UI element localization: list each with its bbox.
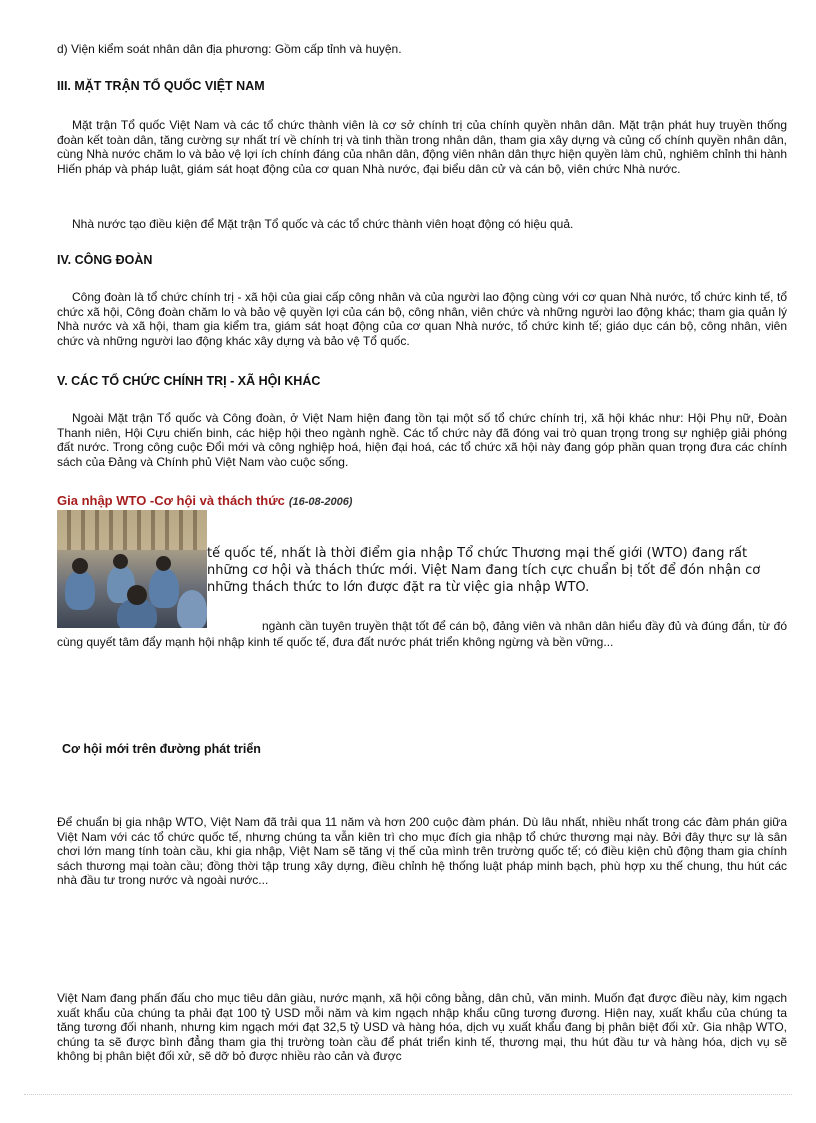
section-3-paragraph-1: Mặt trận Tổ quốc Việt Nam và các tổ chức thành viên là cơ sở chính trị của chính quyền nhân dân. Mặt trận phát huy truyền thống đoàn kết toàn dân, tăng cường sự nhất trí về chính trị và tinh thần trong nhân dân, tham gia xây dựng và củng cố chính quyền nhân dân, cùng Nhà nước chăm lo và bảo vệ lợi ích chính đáng của nhân dân, động viên nhân dân thực hiện quyền làm chủ, nghiêm chỉnh thi hành Hiến pháp và pháp luật, giám sát hoạt động của cơ quan Nhà nước, đại biểu dân cử và cán bộ, viên chức Nhà nước. xyxy=(57,118,787,176)
wto-intro-line: những cơ hội và thách thức mới. Việt Nam đang tích cực chuẩn bị tốt để đón nhận cơ xyxy=(207,563,761,578)
wto-intro-line: tế quốc tế, nhất là thời điểm gia nhập Tổ chức Thương mại thế giới (WTO) đang rất xyxy=(207,546,748,561)
wto-continuation-text: ngành cần tuyên truyền thật tốt để cán bộ, đảng viên và nhân dân hiểu đầy đủ và đúng đắn, từ đó cùng quyết tâm đẩy mạnh hội nhập kinh tế quốc tế, đưa đất nước phát triển không ngừng và bền vững... xyxy=(57,619,787,649)
sub-heading: Cơ hội mới trên đường phát triển xyxy=(62,742,261,756)
wto-intro-line: những thách thức to lớn được đặt ra từ việc gia nhập WTO. xyxy=(207,580,590,595)
wto-article-title[interactable] xyxy=(57,493,352,508)
section-3-paragraph-2: Nhà nước tạo điều kiện để Mặt trận Tổ quốc và các tổ chức thành viên hoạt động có hiệu quả. xyxy=(72,217,574,231)
wto-intro xyxy=(207,545,792,596)
item-d-text: d) Viện kiểm soát nhân dân địa phương: Gồm cấp tỉnh và huyện. xyxy=(57,42,402,56)
section-4-heading: IV. CÔNG ĐOÀN xyxy=(57,253,153,267)
workers-photo xyxy=(57,510,207,628)
section-5-paragraph-1: Ngoài Mặt trận Tổ quốc và Công đoàn, ở Việt Nam hiện đang tồn tại một số tổ chức chính trị, xã hội khác như: Hội Phụ nữ, Đoàn Thanh niên, Hội Cựu chiến binh, các hiệp hội theo ngành nghề. Các tổ chức này đã đóng vai trò quan trọng trong sự nghiệp giải phóng đất nước. Trong công cuộc Đổi mới và công nghiệp hoá, hiện đại hoá, các tổ chức xã hội này đang góp phần quan trọng đưa các chính sách của Đảng và Chính phủ Việt Nam vào cuộc sống. xyxy=(57,411,787,469)
section-3-heading: III. MẶT TRẬN TỔ QUỐC VIỆT NAM xyxy=(57,79,265,93)
section-5-heading: V. CÁC TỔ CHỨC CHÍNH TRỊ - XÃ HỘI KHÁC xyxy=(57,374,321,388)
wto-continuation xyxy=(57,618,787,650)
wto-date: (16-08-2006) xyxy=(288,496,353,508)
page-bottom-rule xyxy=(24,1094,792,1095)
paragraph-b: Việt Nam đang phấn đấu cho mục tiêu dân giàu, nước mạnh, xã hội công bằng, dân chủ, văn minh. Muốn đạt được điều này, kim ngạch xuất khẩu của chúng ta phải đạt 100 tỷ USD mỗi năm và kim ngạch nhập khẩu cũng tương đương. Hiện nay, xuất khẩu của chúng ta tăng tương đối nhanh, nhưng kim ngạch mới đạt 32,5 tỷ USD và hàng hóa, dịch vụ xuất khẩu đang bị phân biệt đối xử. Gia nhập WTO, chúng ta sẽ được bình đẳng tham gia thị trường toàn cầu để phát triển kinh tế, thương mại, thu hút đầu tư và hàng hóa, dịch vụ sẽ không bị phân biệt đối xử, sẽ dỡ bỏ được nhiều rào cản và được xyxy=(57,991,787,1063)
section-4-paragraph-1: Công đoàn là tổ chức chính trị - xã hội của giai cấp công nhân và của người lao động cùng với cơ quan Nhà nước, tổ chức kinh tế, tổ chức xã hội, Công đoàn chăm lo và bảo vệ quyền lợi của cán bộ, công nhân, viên chức và những người lao động khác; tham gia quản lý Nhà nước và xã hội, tham gia kiểm tra, giám sát hoạt động của cơ quan Nhà nước, tổ chức kinh tế; giáo dục cán bộ, công nhân, viên chức và những người lao động khác xây dựng và bảo vệ Tổ quốc. xyxy=(57,290,787,348)
wto-title-text[interactable]: Gia nhập WTO -Cơ hội và thách thức xyxy=(57,493,285,508)
paragraph-a: Để chuẩn bị gia nhập WTO, Việt Nam đã trải qua 11 năm và hơn 200 cuộc đàm phán. Dù lâu nhất, nhiều nhất trong các đàm phán giữa Việt Nam với các tổ chức quốc tế, nhưng chúng ta vẫn kiên trì cho mục đích gia nhập tổ chức thương mại này. Bởi đây thực sự là sân chơi lớn mang tính toàn cầu, khi gia nhập, Việt Nam sẽ tăng vị thế của mình trên trường quốc tế; có điều kiện chủ động tham gia chính sách thương mại toàn cầu; đồng thời tập trung xây dựng, điều chỉnh hệ thống luật pháp minh bạch, phù hợp xu thế chung, thu hút các nhà đầu tư trong nước và ngoài nước... xyxy=(57,815,787,887)
